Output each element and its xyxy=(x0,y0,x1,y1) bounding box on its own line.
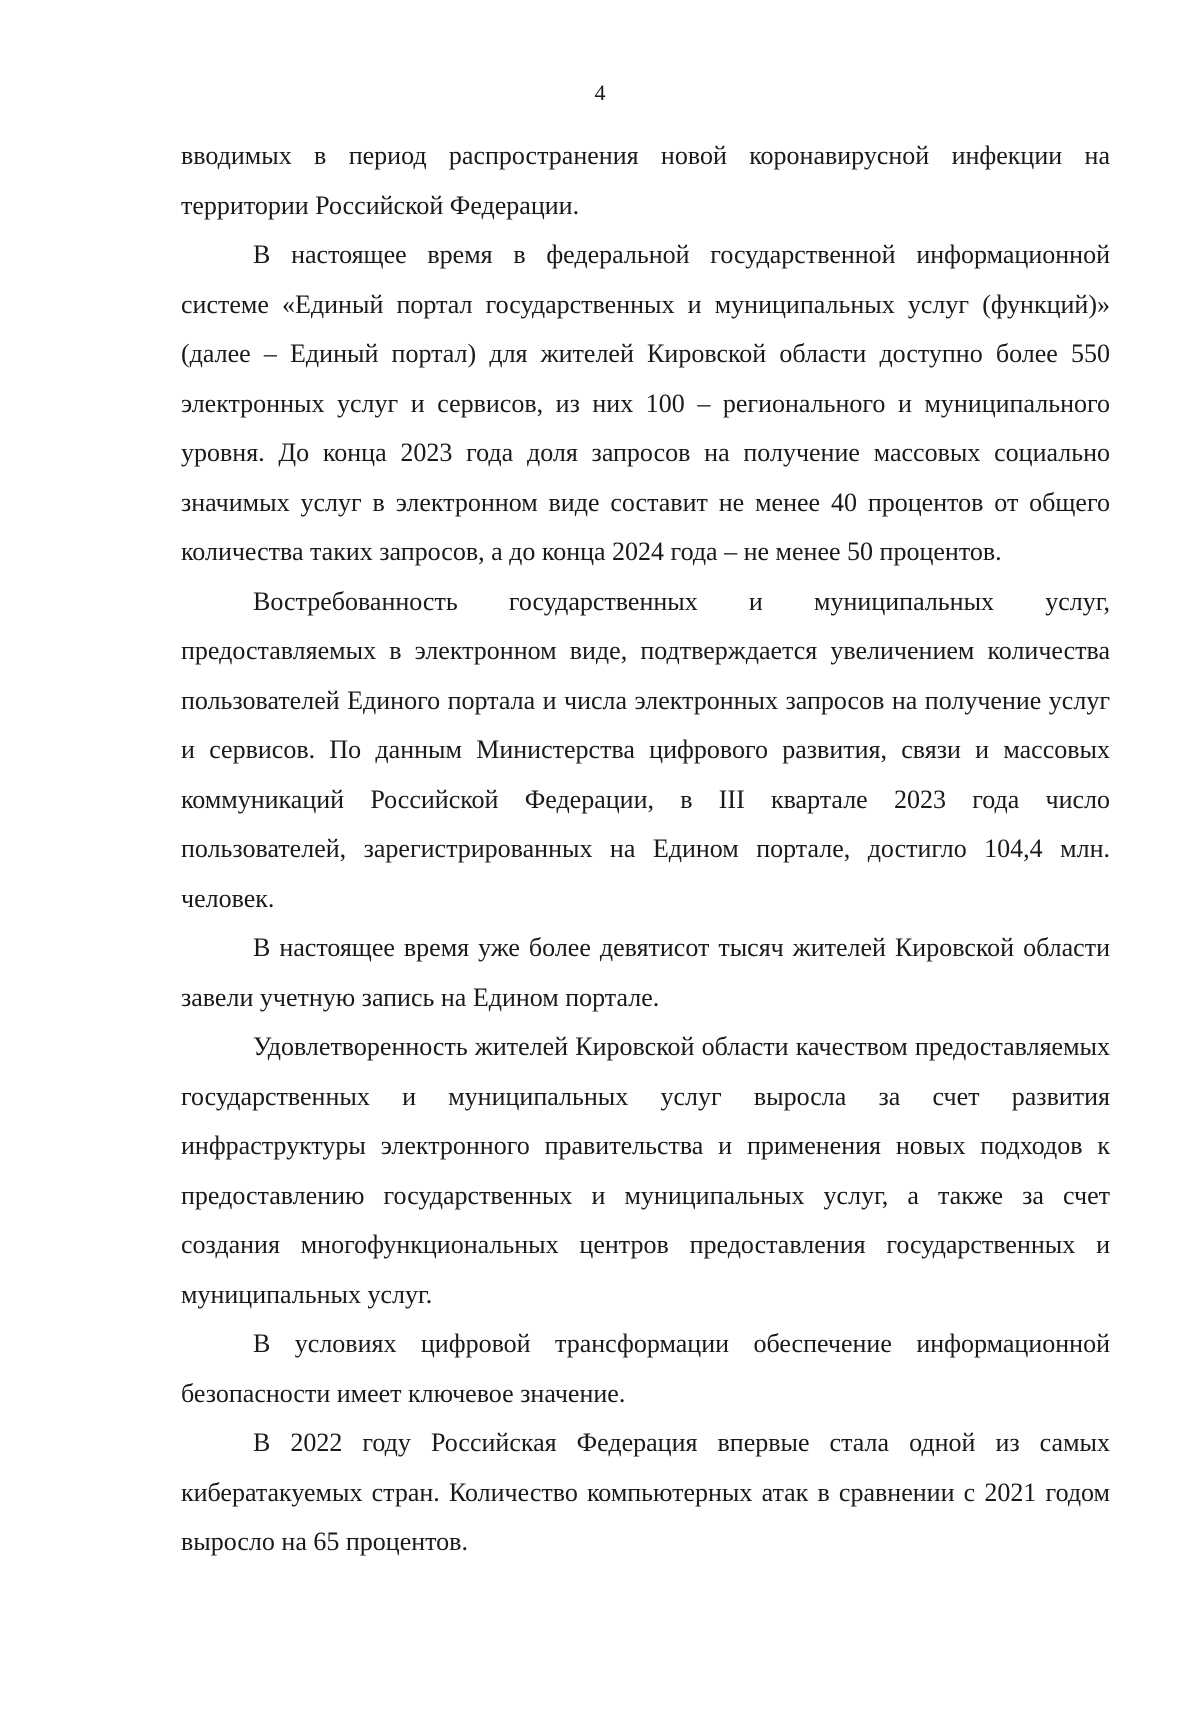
paragraph-cyberattacks: В 2022 году Российская Федерация впервые стала одной из самых кибератакуемых стран. Количество компьютерных атак в сравнении с 2021 годом выросло на 65 процентов. xyxy=(181,1428,1110,1556)
paragraph-unified-portal: В настоящее время в федеральной государственной информационной системе «Единый портал государственных и муниципальных услуг (функций)» (далее – Единый портал) для жителей Кировской области доступно более 550 электронных услуг и сервисов, из них 100 – регионального и муниципального уровня. До конца 2023 года доля запросов на получение массовых социально значимых услуг в электронном виде составит не менее 40 процентов от общего количества таких запросов, а до конца 2024 года – не менее 50 процентов. xyxy=(181,240,1110,566)
paragraph-demand: Востребованность государственных и муниципальных услуг, предоставляемых в электронном виде, подтверждается увеличением количества пользователей Единого портала и числа электронных запросов на получение услуг и сервисов. По данным Министерства цифрового развития, связи и массовых коммуникаций Российской Федерации, в III квартале 2023 года число пользователей, зарегистрированных на Едином портале, достигло 104,4 млн. человек. xyxy=(181,586,1110,913)
paragraph-continuation: вводимых в период распространения новой коронавирусной инфекции на территории Российской Федерации. xyxy=(181,141,1110,220)
paragraph-residents-accounts: В настоящее время уже более девятисот тысяч жителей Кировской области завели учетную запись на Едином портале. xyxy=(181,933,1110,1012)
document-body xyxy=(181,131,1110,1567)
paragraph-security: В условиях цифровой трансформации обеспечение информационной безопасности имеет ключевое значение. xyxy=(181,1329,1110,1408)
page-number: 4 xyxy=(594,80,606,105)
paragraph-satisfaction: Удовлетворенность жителей Кировской области качеством предоставляемых государственных и муниципальных услуг выросла за счет развития инфраструктуры электронного правительства и применения новых подходов к предоставлению государственных и муниципальных услуг, а также за счет создания многофункциональных центров предоставления государственных и муниципальных услуг. xyxy=(181,1032,1110,1309)
